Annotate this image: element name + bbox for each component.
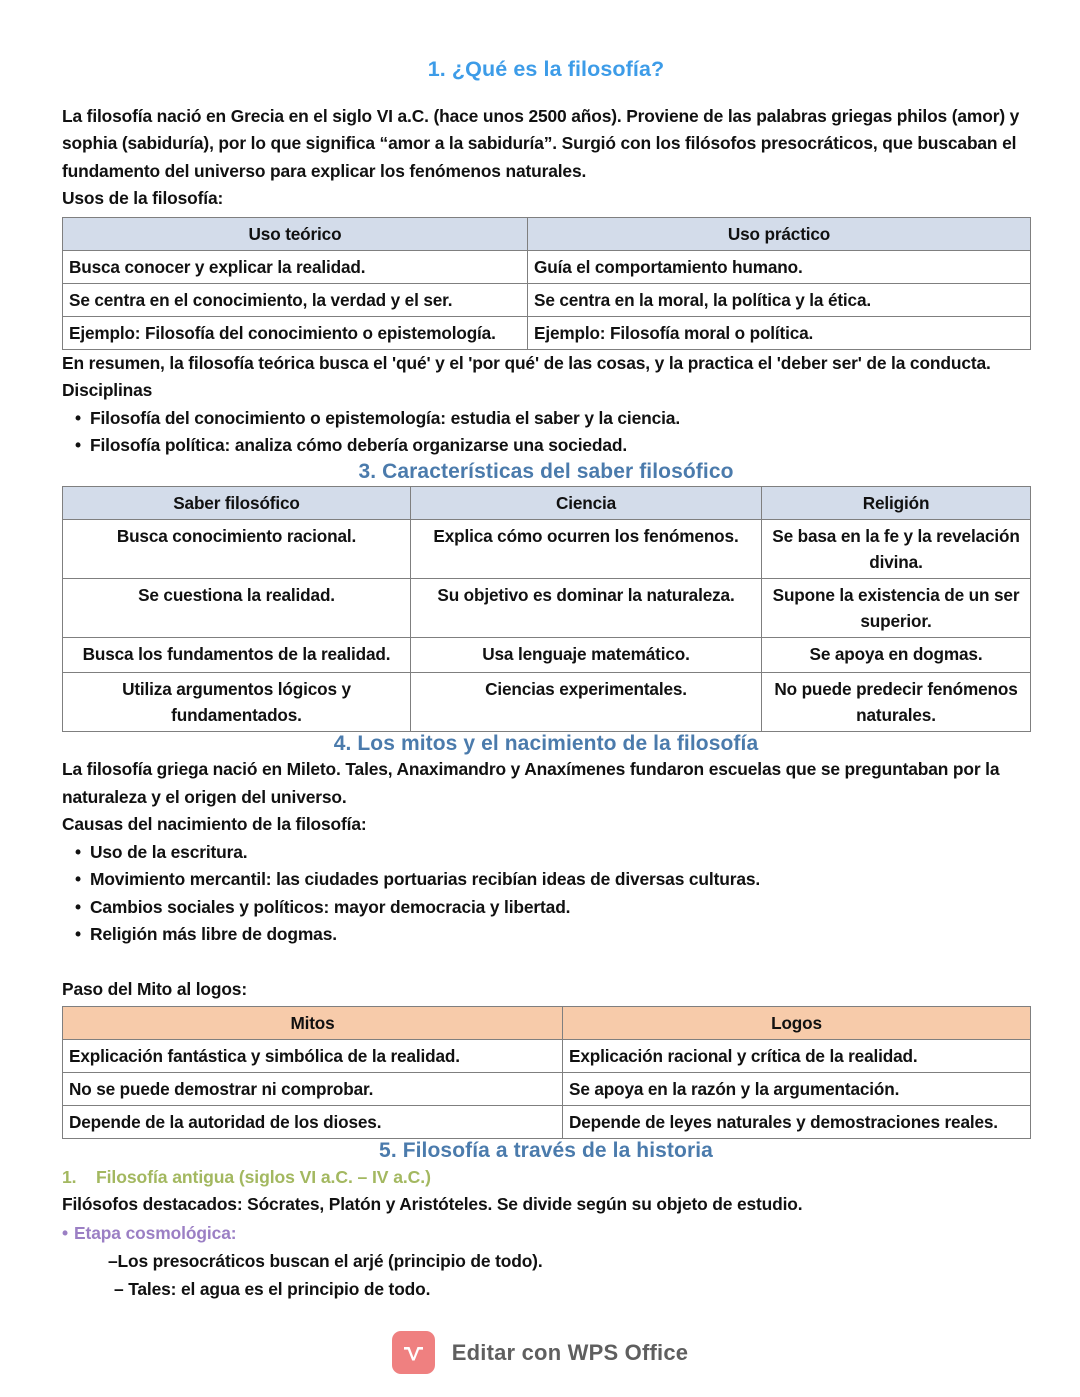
list-item [62,894,1030,922]
item-title: Filosofía antigua (siglos VI a.C. – IV a.C.) [96,1167,431,1188]
table-row [63,637,1031,672]
section-1-title: 1. ¿Qué es la filosofía? [427,57,665,81]
table-cell: Explicación fantástica y simbólica de la realidad. [63,1040,563,1073]
list-item [62,432,1030,460]
table-cell: Explica cómo ocurren los fenómenos. [411,519,762,578]
etapa-item: – Tales: el agua es el principio de todo. [114,1278,431,1299]
table-row [63,1040,1031,1073]
table-cell: Usa lenguaje matemático. [411,637,762,672]
table-header-row [63,486,1031,519]
causas-list [62,839,1030,949]
causas-label: Causas del nacimiento de la filosofía: [62,814,367,834]
table-cell: Se basa en la fe y la revelación divina. [762,519,1031,578]
etapa-item: –Los presocráticos buscan el arjé (principio de todo). [108,1250,543,1271]
table-row [63,250,1031,283]
list-item-label: Movimiento mercantil: las ciudades portuarias recibían ideas de diversas culturas. [90,869,761,889]
item-number: 1. [62,1167,77,1188]
table-cell: Busca conocer y explicar la realidad. [63,250,528,283]
table-cell: Busca los fundamentos de la realidad. [63,637,411,672]
table-cell: Depende de la autoridad de los dioses. [63,1106,563,1139]
table-cell: Guía el comportamiento humano. [528,250,1031,283]
bullet-icon: • [75,924,81,944]
table-row [63,519,1031,578]
bullet-icon: • [75,407,81,428]
table-cell: Se cuestiona la realidad. [63,578,411,637]
table-caracteristicas-saber [62,486,1031,732]
section-5-item-heading [62,1163,1030,1191]
table-row [63,1106,1031,1139]
bullet-icon: • [75,435,81,456]
bullet-icon: • [75,869,81,889]
column-header: Uso práctico [528,217,1031,250]
disciplinas-list [62,405,1030,460]
etapa-cosmologica-heading [62,1219,1030,1247]
table-row [63,316,1031,349]
wps-logo-icon [392,1331,435,1374]
list-item [62,921,1030,949]
section-4-paragraph: La filosofía griega nació en Mileto. Tales, Anaximandro y Anaxímenes fundaron escuelas que se preguntaban por la naturaleza y el origen del universo. [62,759,1000,807]
bullet-icon: • [75,896,81,917]
table-cell: Explicación racional y crítica de la realidad. [563,1040,1031,1073]
table-cell: Depende de leyes naturales y demostraciones reales. [563,1106,1031,1139]
table-cell: Se apoya en dogmas. [762,637,1031,672]
list-item [62,866,1030,894]
wps-office-footer[interactable] [0,1331,1080,1374]
disciplinas-label: Disciplinas [62,380,153,401]
list-item-label: Filosofía del conocimiento o epistemología: estudia el saber y la ciencia. [90,407,681,428]
table-cell: No puede predecir fenómenos naturales. [762,672,1031,731]
table-row [63,672,1031,731]
table-header-row [63,217,1031,250]
section-3-title: 3. Características del saber filosófico [358,459,734,483]
table-cell: Ejemplo: Filosofía del conocimiento o epistemología. [63,316,528,349]
table-cell: Se centra en la moral, la política y la ética. [528,283,1031,316]
column-header: Mitos [63,1007,563,1040]
section-1-paragraph: La filosofía nació en Grecia en el siglo VI a.C. (hace unos 2500 años). Proviene de las palabras griegas philos (amor) y sophia (sabiduría), por lo que significa “amor a la sabiduría”. Surgió con los filósofos presocráticos, que buscaban el fundamento del universo para explicar los fenómenos naturales. [62,105,1020,181]
table-usos-filosofia [62,217,1031,350]
table-cell: Ejemplo: Filosofía moral o política. [528,316,1031,349]
list-item-label: Filosofía política: analiza cómo debería organizarse una sociedad. [90,435,628,456]
table-cell: Busca conocimiento racional. [63,519,411,578]
section-1-resumen: En resumen, la filosofía teórica busca el 'qué' y el 'por qué' de las cosas, y la practica el 'deber ser' de la conducta. [62,352,991,373]
table-row [63,578,1031,637]
table-cell: Supone la existencia de un ser superior. [762,578,1031,637]
list-item [62,405,1030,433]
paso-mito-logos-label: Paso del Mito al logos: [62,978,247,999]
table-cell: Su objetivo es dominar la naturaleza. [411,578,762,637]
table-row [63,1073,1031,1106]
column-header: Logos [563,1007,1031,1040]
list-item-label: Cambios sociales y políticos: mayor democracia y libertad. [90,896,571,917]
document-content [62,0,1030,1303]
column-header: Saber filosófico [63,486,411,519]
section-5-title: 5. Filosofía a través de la historia [379,1139,713,1162]
column-header: Ciencia [411,486,762,519]
section-4-title: 4. Los mitos y el nacimiento de la filosofía [333,731,759,755]
list-item-label: Uso de la escritura. [90,841,248,862]
etapa-label: Etapa cosmológica: [74,1222,237,1243]
table-cell: No se puede demostrar ni comprobar. [63,1073,563,1106]
list-item [62,839,1030,867]
filosofos-destacados: Filósofos destacados: Sócrates, Platón y Aristóteles. Se divide según su objeto de estudio. [62,1194,803,1215]
usos-label: Usos de la filosofía: [62,188,224,209]
table-cell: Se centra en el conocimiento, la verdad y el ser. [63,283,528,316]
table-cell: Se apoya en la razón y la argumentación. [563,1073,1031,1106]
column-header: Religión [762,486,1031,519]
table-mitos-logos [62,1006,1031,1139]
table-cell: Utiliza argumentos lógicos y fundamentados. [63,672,411,731]
column-header: Uso teórico [63,217,528,250]
table-row [63,283,1031,316]
bullet-icon: • [62,1222,68,1243]
list-item-label: Religión más libre de dogmas. [90,924,337,944]
table-header-row [63,1007,1031,1040]
wps-footer-label: Editar con WPS Office [451,1339,689,1365]
bullet-icon: • [75,841,81,862]
table-cell: Ciencias experimentales. [411,672,762,731]
